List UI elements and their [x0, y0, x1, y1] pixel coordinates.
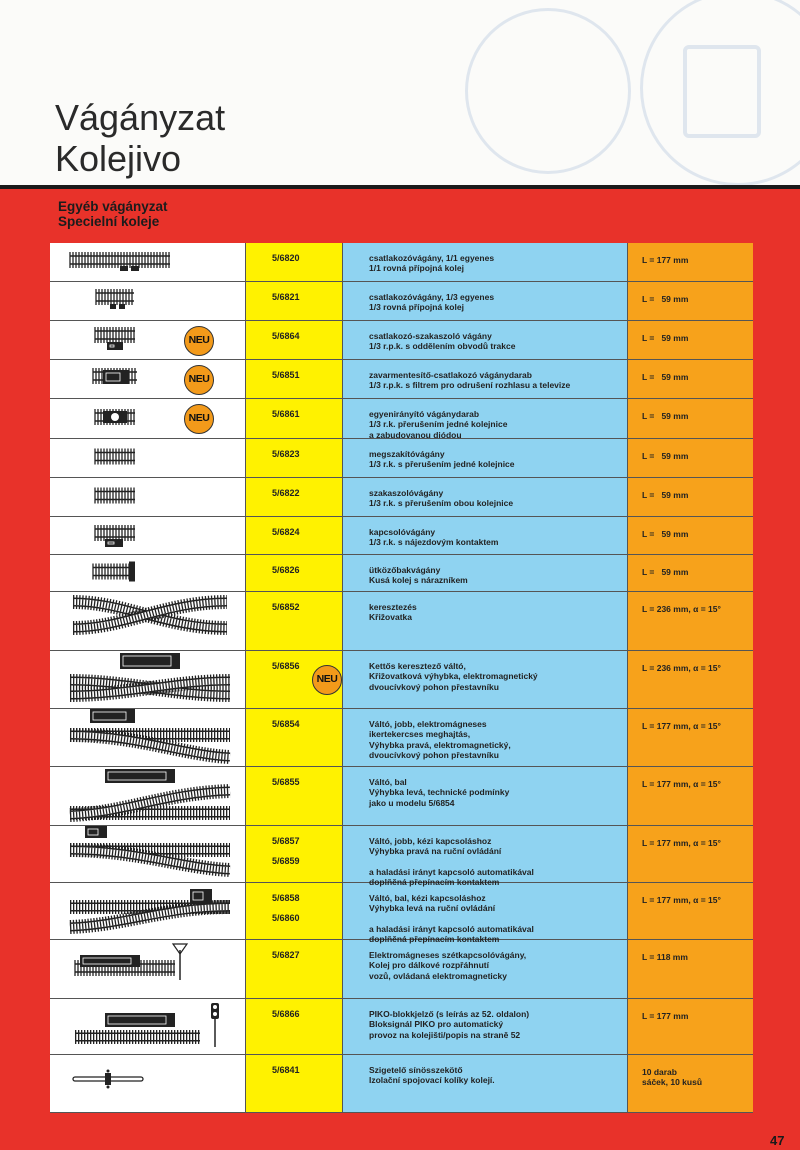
block-signal-track-icon	[65, 999, 235, 1054]
neu-badge: NEU	[184, 365, 214, 395]
article-code: 5/6823	[272, 449, 300, 459]
article-code: 5/6824	[272, 527, 300, 537]
single-gap-track-icon	[65, 439, 235, 477]
page-title	[55, 97, 225, 179]
description	[369, 661, 624, 692]
size-value: L = 59 mm	[642, 451, 689, 461]
description-line	[369, 857, 624, 867]
description-line: Kolej pro dálkové rozpřáhnutí	[369, 960, 489, 971]
title-line-2: Kolejivo	[55, 138, 182, 179]
description	[369, 409, 624, 440]
size-value: L = 177 mm, α = 15°	[642, 721, 721, 731]
description	[369, 527, 624, 548]
size-value: L = 177 mm, α = 15°	[642, 779, 721, 789]
size-value: L = 236 mm, α = 15°	[642, 604, 721, 614]
article-code-2: 5/6860	[272, 913, 300, 923]
description-line: a haladási irányt kapcsoló automatikával	[369, 923, 534, 934]
table-row	[50, 360, 753, 399]
page-number: 47	[770, 1133, 785, 1148]
size-value: L = 59 mm	[642, 411, 689, 421]
size-value: 10 darab sáček, 10 kusů	[642, 1067, 703, 1088]
description-line: csatlakozóvágány, 1/3 egyenes	[369, 292, 495, 302]
description	[369, 253, 624, 274]
table-row	[50, 883, 753, 945]
article-code: 5/6820	[272, 253, 300, 263]
table-row	[50, 999, 753, 1055]
description-line: vozů, ovládaná elektromagneticky	[369, 970, 507, 981]
double-gap-track-icon	[65, 478, 235, 516]
description-line: Váltó, bal, kézi kapcsoláshoz	[369, 893, 486, 903]
neu-badge: NEU	[184, 326, 214, 356]
description-line: kapcsolóvágány	[369, 527, 436, 537]
table-row	[50, 439, 753, 478]
insulating-rail-joiner-icon	[65, 1055, 235, 1112]
size-value: L = 59 mm	[642, 294, 689, 304]
article-code: 5/6866	[272, 1009, 300, 1019]
size-value: L = 236 mm, α = 15°	[642, 663, 721, 673]
article-code: 5/6857	[272, 836, 300, 846]
table-row	[50, 517, 753, 555]
article-code: 5/6861	[272, 409, 300, 419]
description-line: szakaszolóvágány	[369, 488, 444, 498]
uncoupler-track-icon	[65, 940, 235, 998]
description-line	[369, 914, 624, 924]
table-row	[50, 321, 753, 360]
description-line: Szigetelő sínösszekötő	[369, 1065, 463, 1075]
description	[369, 836, 624, 887]
table-row	[50, 651, 753, 709]
description-line: Výhybka pravá, elektromagnetický,	[369, 739, 511, 750]
article-code: 5/6852	[272, 602, 300, 612]
neu-badge: NEU	[312, 665, 342, 695]
description-line: zavarmentesítő-csatlakozó vágánydarab	[369, 370, 532, 380]
description	[369, 565, 624, 586]
size-value: L = 59 mm	[642, 490, 689, 500]
watermark-logo	[465, 8, 631, 174]
table-row	[50, 940, 753, 999]
description-line: a haladási irányt kapcsoló automatikával	[369, 866, 534, 877]
description-line: ütközőbakvágány	[369, 565, 441, 575]
description-line: csatlakozó-szakaszoló vágány	[369, 331, 492, 341]
article-code: 5/6864	[272, 331, 300, 341]
article-code-2: 5/6859	[272, 856, 300, 866]
size-value: L = 177 mm, α = 15°	[642, 838, 721, 848]
description-line: Výhybka levá, technické podmínky	[369, 787, 510, 798]
double-slip-switch-icon	[65, 651, 235, 708]
table-row	[50, 709, 753, 767]
description	[369, 449, 624, 470]
table-row	[50, 282, 753, 321]
table-row	[50, 555, 753, 592]
right-manual-switch-icon	[65, 826, 235, 882]
description	[369, 488, 624, 509]
description-line: 1/1 rovná přípojná kolej	[369, 263, 464, 274]
contact-track-icon	[65, 517, 235, 554]
article-code: 5/6858	[272, 893, 300, 903]
watermark-box	[683, 45, 761, 138]
size-value: L = 59 mm	[642, 567, 689, 577]
description	[369, 602, 624, 623]
description-line: Výhybka levá na ruční ovládání	[369, 903, 496, 914]
description	[369, 719, 624, 760]
title-line-1: Vágányzat	[55, 97, 226, 138]
size-value: L = 59 mm	[642, 372, 689, 382]
description	[369, 331, 624, 352]
header-area	[0, 0, 800, 185]
article-code: 5/6856	[272, 661, 300, 671]
description-line: Křižovatka	[369, 612, 412, 623]
description	[369, 1009, 624, 1040]
short-connector-track-icon	[65, 282, 235, 320]
description-line: jako u modelu 5/6854	[369, 797, 455, 808]
buffer-stop-track-icon	[65, 555, 235, 591]
description-line: Výhybka pravá na ruční ovládání	[369, 846, 502, 857]
straight-connector-track-icon	[65, 243, 235, 281]
product-table	[50, 243, 753, 1113]
neu-badge: NEU	[184, 404, 214, 434]
size-value: L = 177 mm	[642, 255, 689, 265]
description-line: 1/3 r.p.k. s filtrem pro odrušení rozhlasu a televize	[369, 380, 571, 391]
subtitle-line-2: Specielní koleje	[58, 214, 160, 229]
size-value: L = 59 mm	[642, 529, 689, 539]
subtitle-line-1: Egyéb vágányzat	[58, 199, 168, 214]
description	[369, 893, 624, 944]
left-electric-switch-icon	[65, 767, 235, 825]
description-line: Kusá kolej s nárazníkem	[369, 575, 468, 586]
article-code: 5/6826	[272, 565, 300, 575]
size-value: L = 177 mm	[642, 1011, 689, 1021]
description-line: 1/3 rovná přípojná kolej	[369, 302, 464, 313]
table-row	[50, 478, 753, 517]
article-code: 5/6841	[272, 1065, 300, 1075]
description	[369, 777, 624, 808]
description-line: ikertekercses meghajtás,	[369, 729, 471, 740]
description-line: doplňěná přepínacím kontaktem	[369, 877, 500, 888]
table-row	[50, 243, 753, 282]
article-code: 5/6855	[272, 777, 300, 787]
section-subtitle	[58, 199, 168, 229]
description-line: dvoucívkový pohon přestavníku	[369, 749, 499, 760]
crossing-track-icon	[65, 592, 235, 650]
article-code: 5/6821	[272, 292, 300, 302]
description-line: provoz na kolejišti/popis na straně 52	[369, 1029, 521, 1040]
description-line: PIKO-blokkjelző (s leírás az 52. oldalon)	[369, 1009, 530, 1019]
description-line: keresztezés	[369, 602, 417, 612]
description	[369, 1065, 624, 1086]
table-row	[50, 767, 753, 826]
table-row	[50, 826, 753, 888]
description-line: csatlakozóvágány, 1/1 egyenes	[369, 253, 495, 263]
description-line: Váltó, jobb, elektromágneses	[369, 719, 487, 729]
description-line: doplňěná přepínacím kontaktem	[369, 934, 500, 945]
table-row	[50, 399, 753, 439]
size-value: L = 59 mm	[642, 333, 689, 343]
article-code: 5/6854	[272, 719, 300, 729]
description	[369, 370, 624, 391]
article-code: 5/6822	[272, 488, 300, 498]
description-line: Izolační spojovací kolíky kolejí.	[369, 1075, 495, 1086]
description-line: Bloksignál PIKO pro automatický	[369, 1019, 504, 1030]
article-code: 5/6851	[272, 370, 300, 380]
description-line: 1/3 r.k. s přerušením jedné kolejnice	[369, 459, 515, 470]
description-line: megszakítóvágány	[369, 449, 445, 459]
description-line: 1/3 r.k. s přerušením obou kolejnice	[369, 498, 514, 509]
table-row	[50, 592, 753, 651]
right-electric-switch-icon	[65, 709, 235, 766]
description-line: Elektromágneses szétkapcsolóvágány,	[369, 950, 527, 960]
description-line: a zabudovanou diódou	[369, 429, 462, 440]
description-line: dvoucívkový pohon přestavníku	[369, 681, 499, 692]
description-line: Kettős keresztező váltó,	[369, 661, 466, 671]
description-line: Váltó, jobb, kézi kapcsoláshoz	[369, 836, 492, 846]
article-code: 5/6827	[272, 950, 300, 960]
description-line: 1/3 r.k. s nájezdovým kontaktem	[369, 537, 499, 548]
size-value: L = 177 mm, α = 15°	[642, 895, 721, 905]
description-line: 1/3 r.p.k. s oddělením obvodů trakce	[369, 341, 516, 352]
description-line: egyenirányító vágánydarab	[369, 409, 480, 419]
left-manual-switch-icon	[65, 883, 235, 939]
description	[369, 950, 624, 981]
table-row	[50, 1055, 753, 1113]
description-line: Váltó, bal	[369, 777, 407, 787]
description	[369, 292, 624, 313]
description-line: 1/3 r.k. přerušením jedné kolejnice	[369, 419, 508, 430]
size-value: L = 118 mm	[642, 952, 688, 962]
description-line: Křižovatková výhybka, elektromagnetický	[369, 671, 538, 682]
